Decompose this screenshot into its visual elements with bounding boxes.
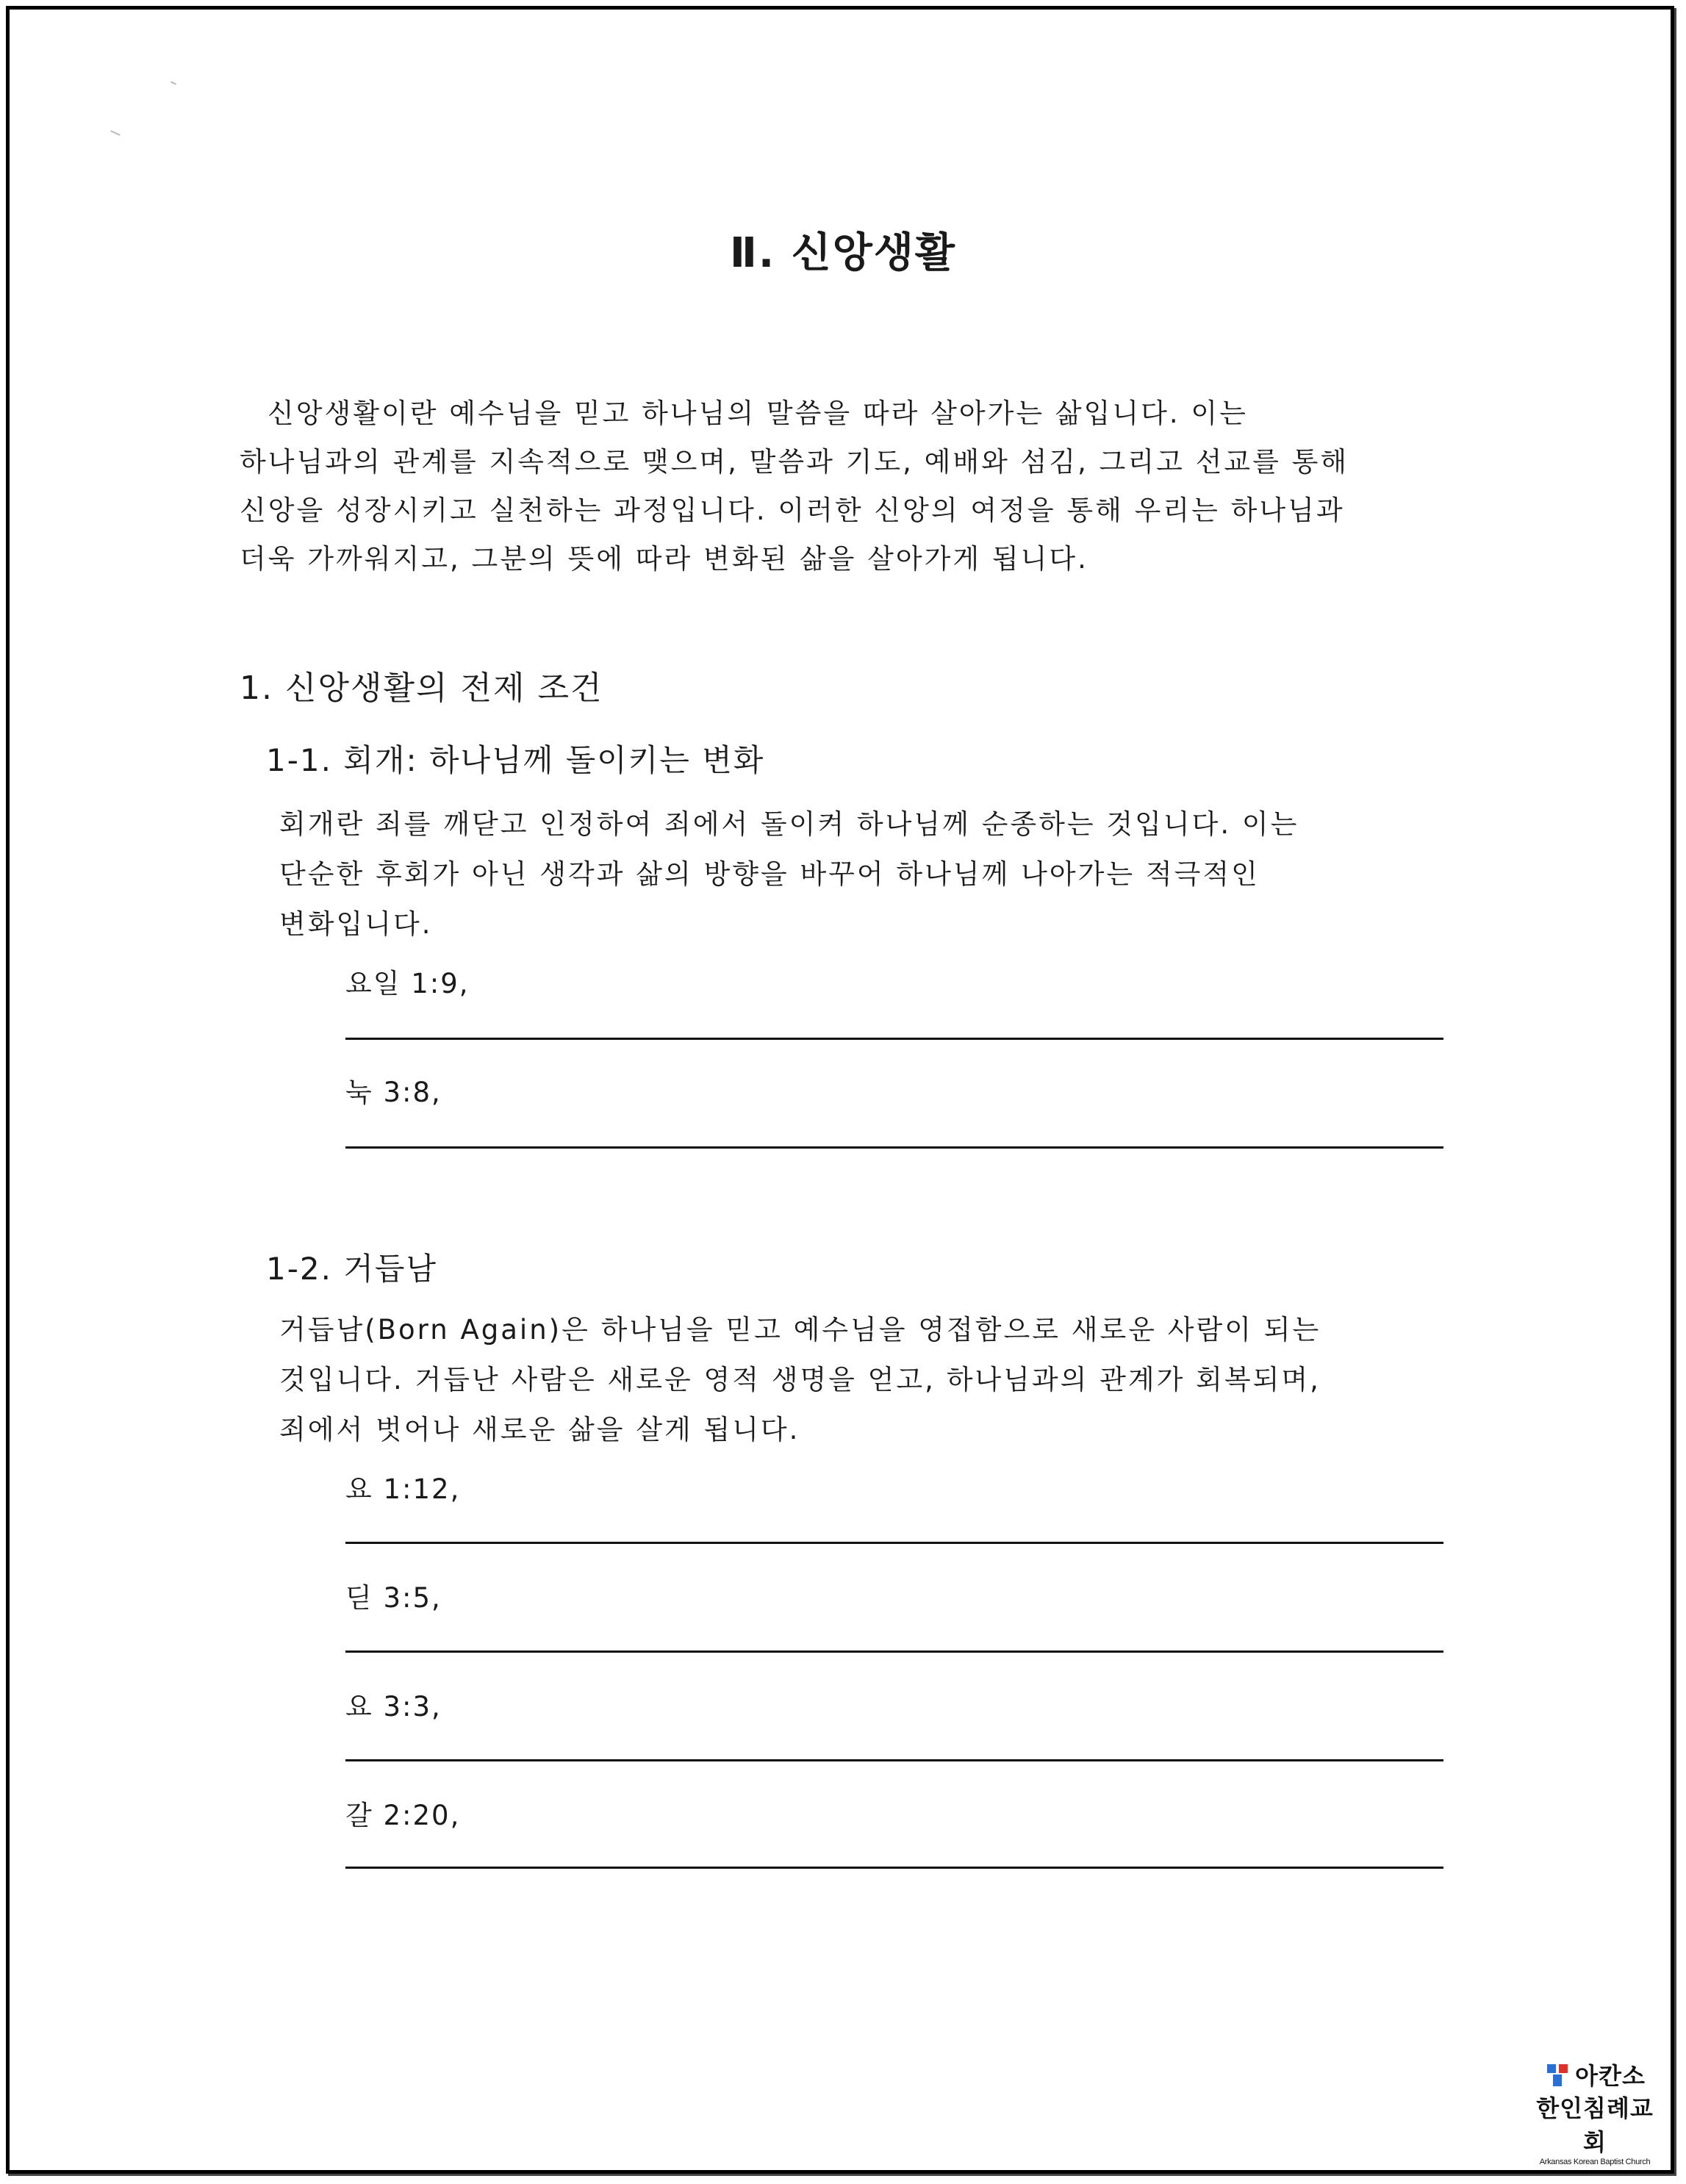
verse-entry <box>345 961 1441 998</box>
page-title: Ⅱ. 신앙생활 <box>729 229 957 277</box>
verse-reference: 요 3:3, <box>345 1691 442 1723</box>
answer-blank-line[interactable] <box>345 1542 1443 1544</box>
answer-blank-line[interactable] <box>345 1146 1443 1149</box>
paragraph-line: 단순한 후회가 아닌 생각과 삶의 방향을 바꾸어 하나님께 나아가는 적극적인 <box>279 858 1260 890</box>
intro-line: 신앙생활이란 예수님을 믿고 하나님의 말씀을 따라 살아가는 삶입니다. 이는 <box>268 398 1248 429</box>
verse-entry <box>345 1576 1441 1612</box>
logo-subtitle: Arkansas Korean Baptist Church <box>1539 2158 1651 2166</box>
paragraph-line: 거듭남(Born Again)은 하나님을 믿고 예수님을 영접함으로 새로운 사람이 되는 <box>279 1314 1321 1346</box>
verse-reference: 눅 3:8, <box>345 1077 442 1108</box>
subsection-heading-repentance: 1-1. 회개: 하나님께 돌이키는 변화 <box>266 742 765 778</box>
intro-line: 신앙을 성장시키고 실천하는 과정입니다. 이러한 신앙의 여정을 통해 우리는 하나님과 <box>240 495 1345 526</box>
verse-reference: 요일 1:9, <box>345 968 470 999</box>
answer-blank-line[interactable] <box>345 1038 1443 1040</box>
verse-reference: 딛 3:5, <box>345 1582 442 1614</box>
logo-name-line2: 한인침례교회 <box>1536 2094 1654 2156</box>
born-again-paragraph <box>279 1305 1470 1455</box>
intro-line: 하나님과의 관계를 지속적으로 맺으며, 말씀과 기도, 예배와 섬김, 그리고 선교를 통해 <box>240 446 1349 478</box>
repentance-paragraph <box>279 800 1470 949</box>
verse-entry <box>345 1467 1441 1504</box>
cross-logo-icon <box>1544 2061 1571 2088</box>
intro-paragraph <box>240 389 1474 583</box>
logo-name-line1: 아칸소 <box>1575 2062 1646 2090</box>
paragraph-line: 회개란 죄를 깨닫고 인정하여 죄에서 돌이켜 하나님께 순종하는 것입니다. 이는 <box>279 808 1299 840</box>
paragraph-line: 죄에서 벗어나 새로운 삶을 살게 됩니다. <box>279 1414 800 1445</box>
verse-entry <box>345 1684 1441 1721</box>
answer-blank-line[interactable] <box>345 1759 1443 1761</box>
verse-reference: 갈 2:20, <box>345 1800 461 1831</box>
church-logo <box>1529 2058 1661 2166</box>
section-heading: 1. 신앙생활의 전제 조건 <box>240 669 603 707</box>
verse-entry <box>345 1070 1441 1107</box>
paragraph-line: 변화입니다. <box>279 908 433 940</box>
answer-blank-line[interactable] <box>345 1650 1443 1653</box>
verse-entry <box>345 1793 1441 1830</box>
paragraph-line: 것입니다. 거듭난 사람은 새로운 영적 생명을 얻고, 하나님과의 관계가 회복되며, <box>279 1364 1321 1395</box>
subsection-heading-born-again: 1-2. 거듭남 <box>266 1251 438 1287</box>
verse-reference: 요 1:12, <box>345 1473 461 1505</box>
answer-blank-line[interactable] <box>345 1867 1443 1869</box>
intro-line: 더욱 가까워지고, 그분의 뜻에 따라 변화된 삶을 살아가게 됩니다. <box>240 543 1088 575</box>
